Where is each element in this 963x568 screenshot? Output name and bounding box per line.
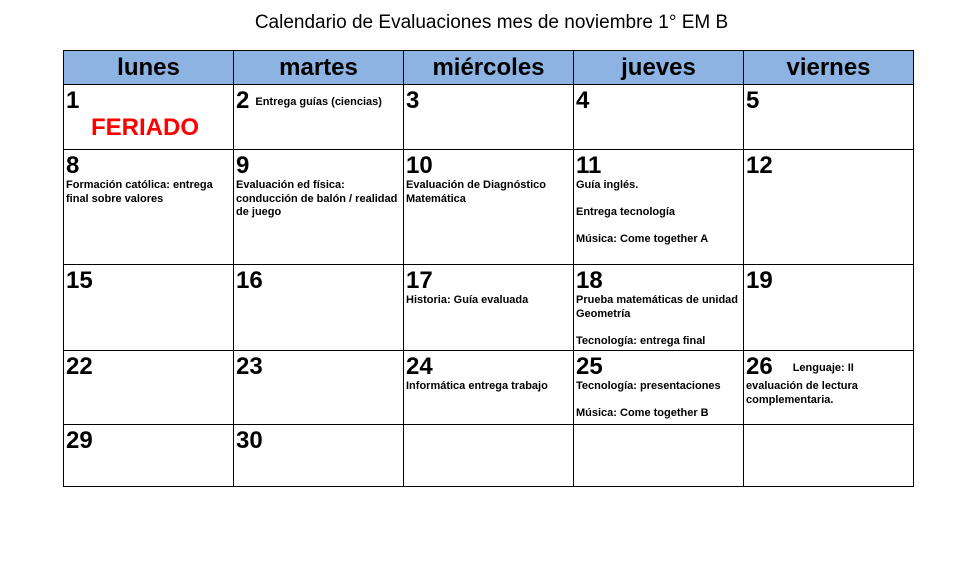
week-row [64, 265, 914, 351]
day-cell-12 [744, 150, 914, 265]
day-number: 30 [236, 427, 263, 454]
day-number: 12 [746, 152, 773, 179]
day-cell-2 [234, 85, 404, 150]
header-jueves: jueves [574, 51, 744, 85]
day-number: 24 [406, 353, 433, 380]
day-number: 16 [236, 267, 263, 294]
week-row [64, 150, 914, 265]
header-lunes: lunes [64, 51, 234, 85]
day-cell-24 [404, 351, 574, 425]
event-text: Música: Come together B [576, 407, 709, 419]
day-cell-26 [744, 351, 914, 425]
day-cell-18 [574, 265, 744, 351]
header-miercoles: miércoles [404, 51, 574, 85]
empty-cell [574, 425, 744, 487]
day-cell-5 [744, 85, 914, 150]
day-cell-10 [404, 150, 574, 265]
day-number: 11 [576, 152, 602, 179]
day-cell-9 [234, 150, 404, 265]
week-row [64, 85, 914, 150]
day-cell-30 [234, 425, 404, 487]
event-text: Entrega guías (ciencias) [255, 96, 382, 108]
holiday-label: FERIADO [91, 114, 199, 141]
day-number: 5 [746, 87, 760, 114]
day-number: 10 [406, 152, 433, 179]
day-number: 2 [236, 87, 250, 114]
event-text: Guía inglés. [576, 179, 639, 191]
event-text: Historia: Guía evaluada [406, 294, 529, 306]
day-cell-4 [574, 85, 744, 150]
day-number: 18 [576, 267, 603, 294]
day-number: 9 [236, 152, 250, 179]
day-cell-8 [64, 150, 234, 265]
week-row [64, 351, 914, 425]
event-text: Prueba matemáticas de unidad Geometría [576, 294, 738, 320]
day-number: 25 [576, 353, 603, 380]
day-cell-22 [64, 351, 234, 425]
event-text: Tecnología: entrega final [576, 334, 706, 347]
day-cell-3 [404, 85, 574, 150]
day-cell-17 [404, 265, 574, 351]
day-number: 8 [66, 152, 80, 179]
day-cell-11 [574, 150, 744, 265]
event-text: Lenguaje: II [792, 362, 854, 374]
header-martes: martes [234, 51, 404, 85]
day-number: 26 [746, 353, 773, 380]
day-number: 4 [576, 87, 590, 114]
day-cell-1 [64, 85, 234, 150]
day-number: 1 [66, 87, 80, 114]
day-number: 29 [66, 427, 93, 454]
day-cell-23 [234, 351, 404, 425]
weekday-header-row [64, 51, 914, 85]
day-number: 22 [66, 353, 93, 380]
event-text: Entrega tecnología [576, 206, 676, 218]
event-text: Evaluación ed física: conducción de balón / realidad de juego [236, 179, 398, 218]
day-number: 23 [236, 353, 263, 380]
event-text: Música: Come together A [576, 233, 709, 245]
event-text: evaluación de lectura complementaria. [746, 380, 858, 406]
day-number: 19 [746, 267, 773, 294]
header-viernes: viernes [744, 51, 914, 85]
day-cell-15 [64, 265, 234, 351]
day-cell-16 [234, 265, 404, 351]
day-cell-29 [64, 425, 234, 487]
day-cell-19 [744, 265, 914, 351]
event-text: Evaluación de Diagnóstico Matemática [406, 179, 546, 205]
event-text: Informática entrega trabajo [406, 380, 548, 392]
event-text: Tecnología: presentaciones [576, 380, 721, 392]
event-text: Formación católica: entrega final sobre valores [66, 179, 213, 205]
empty-cell [404, 425, 574, 487]
empty-cell [744, 425, 914, 487]
calendar-table [63, 50, 914, 487]
page-title: Calendario de Evaluaciones mes de noviembre 1° EM B [254, 12, 729, 33]
day-number: 3 [406, 87, 420, 114]
day-cell-25 [574, 351, 744, 425]
day-number: 17 [406, 267, 433, 294]
week-row [64, 425, 914, 487]
day-number: 15 [66, 267, 93, 294]
